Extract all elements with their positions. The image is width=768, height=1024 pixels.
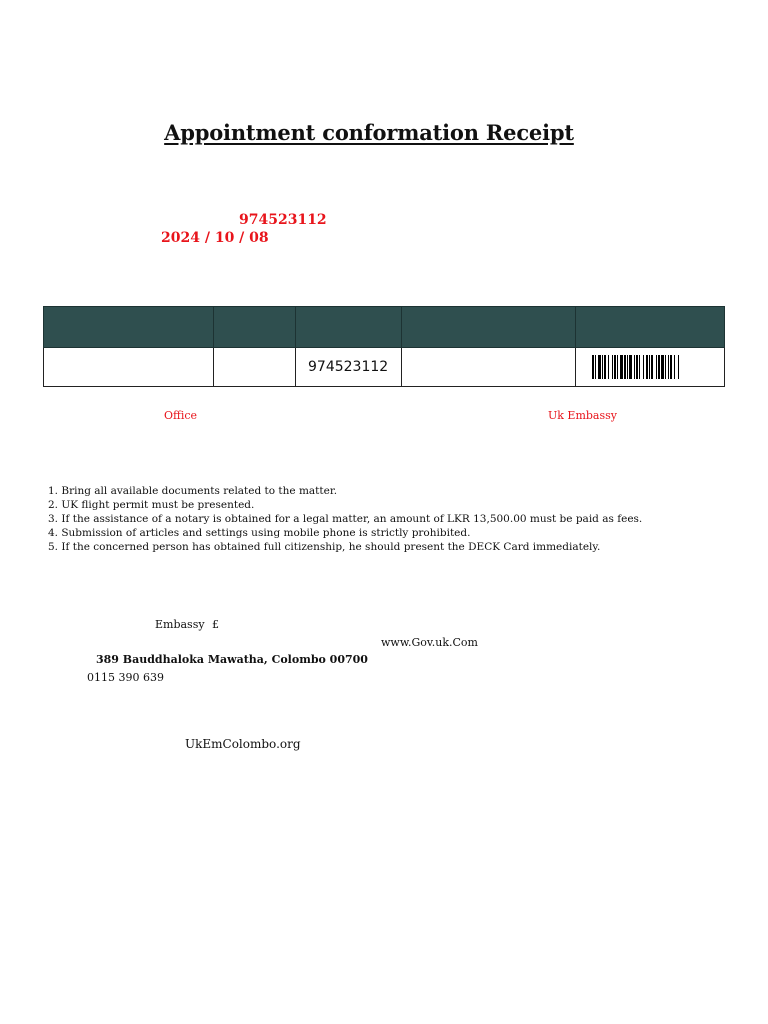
table-header-cell bbox=[402, 307, 576, 348]
list-item: 4. Submission of articles and settings using mobile phone is strictly prohibited. bbox=[48, 527, 471, 539]
table-cell bbox=[402, 348, 576, 387]
table-header-cell bbox=[214, 307, 296, 348]
table-header-cell bbox=[576, 307, 725, 348]
barcode-bar bbox=[629, 355, 632, 379]
barcode-bar bbox=[604, 355, 606, 379]
instructions-list bbox=[48, 484, 642, 554]
barcode-bar bbox=[620, 355, 623, 379]
barcode-icon bbox=[592, 355, 710, 379]
barcode-bar bbox=[602, 355, 603, 379]
barcode-bar bbox=[595, 355, 596, 379]
table-row bbox=[44, 348, 725, 387]
barcode-bar bbox=[649, 355, 650, 379]
list-item: 2. UK flight permit must be presented. bbox=[48, 499, 255, 511]
embassy-address: 389 Bauddhaloka Mawatha, Colombo 00700 bbox=[96, 653, 368, 666]
list-item: 1. Bring all available documents related to the matter. bbox=[48, 485, 338, 497]
barcode-bar bbox=[617, 355, 618, 379]
barcode-bar bbox=[670, 355, 672, 379]
barcode-bar bbox=[608, 355, 609, 379]
barcode-bar bbox=[624, 355, 626, 379]
reference-number: 974523112 bbox=[239, 212, 327, 228]
barcode-bar bbox=[627, 355, 628, 379]
phone-number: 0115 390 639 bbox=[87, 671, 164, 684]
appointment-table bbox=[43, 306, 725, 387]
embassy-word: Embassy bbox=[155, 618, 205, 631]
barcode-bar bbox=[665, 355, 666, 379]
list-item: 3. If the assistance of a notary is obtained for a legal matter, an amount of LKR 13,500.00 must be paid as fees. bbox=[48, 513, 643, 525]
barcode-bar bbox=[661, 355, 664, 379]
barcode-cell bbox=[576, 348, 725, 387]
barcode-bar bbox=[639, 355, 640, 379]
barcode-bar bbox=[668, 355, 669, 379]
barcode-bar bbox=[646, 355, 648, 379]
embassy-label: Uk Embassy bbox=[548, 409, 617, 422]
website-link[interactable]: www.Gov.uk.Com bbox=[381, 636, 478, 649]
office-label: Office bbox=[164, 409, 198, 422]
barcode-bar bbox=[612, 355, 613, 379]
receipt-title: Appointment conformation Receipt bbox=[164, 120, 574, 145]
barcode-bar bbox=[651, 355, 653, 379]
barcode-bar bbox=[674, 355, 675, 379]
barcode-bar bbox=[592, 355, 594, 379]
appointment-date: 2024 / 10 / 08 bbox=[161, 230, 269, 246]
barcode-bar bbox=[658, 355, 660, 379]
barcode-bar bbox=[636, 355, 638, 379]
barcode-bar bbox=[614, 355, 616, 379]
pound-sign: £ bbox=[212, 618, 219, 631]
list-item: 5. If the concerned person has obtained full citizenship, he should present the DECK Card immediately. bbox=[48, 541, 601, 553]
barcode-bar bbox=[598, 355, 601, 379]
table-header-cell bbox=[44, 307, 214, 348]
barcode-bar bbox=[634, 355, 635, 379]
barcode-bar bbox=[678, 355, 679, 379]
table-cell bbox=[214, 348, 296, 387]
embassy-site-link[interactable]: UkEmColombo.org bbox=[185, 737, 301, 751]
barcode-bar bbox=[643, 355, 644, 379]
table-cell-reference: 974523112 bbox=[296, 348, 402, 387]
table-cell bbox=[44, 348, 214, 387]
table-header-cell bbox=[296, 307, 402, 348]
barcode-bar bbox=[656, 355, 657, 379]
table-header-row bbox=[44, 307, 725, 348]
